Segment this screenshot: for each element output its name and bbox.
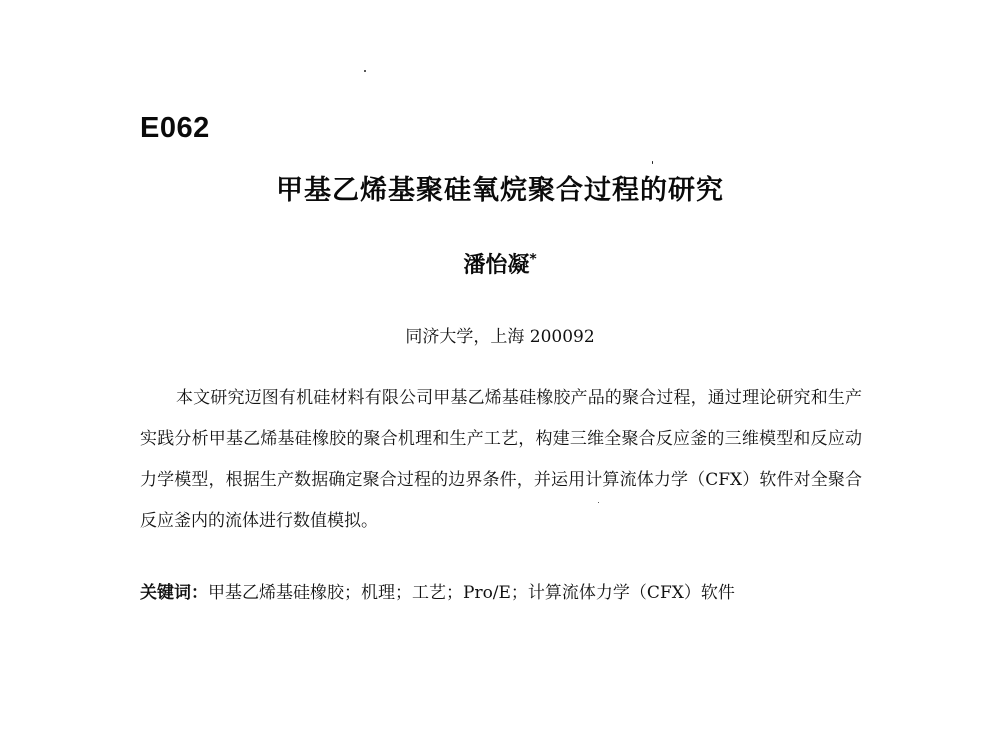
scan-speck: [652, 161, 653, 164]
author-block: [140, 248, 860, 279]
scan-speck: [364, 70, 366, 72]
paper-title: 甲基乙烯基聚硅氧烷聚合过程的研究: [276, 175, 724, 206]
paper-code: E062: [140, 112, 210, 144]
keywords-line: [140, 578, 862, 603]
author-name: 潘怡凝: [463, 253, 530, 278]
abstract-paragraph: 本文研究迈图有机硅材料有限公司甲基乙烯基硅橡胶产品的聚合过程，通过理论研究和生产实践分析甲基乙烯基硅橡胶的聚合机理和生产工艺，构建三维全聚合反应釜的三维模型和反应动力学模型，根据生产数据确定聚合过程的边界条件，并运用计算流体力学（CFX）软件对全聚合反应釜内的流体进行数值模拟。: [140, 388, 862, 531]
keywords-text: 甲基乙烯基硅橡胶；机理；工艺；Pro/E；计算流体力学（CFX）软件: [208, 583, 735, 603]
author-footnote-mark: *: [529, 251, 537, 268]
keywords-label: 关键词：: [140, 583, 208, 603]
author-affiliation: 同济大学，上海 200092: [405, 327, 595, 347]
